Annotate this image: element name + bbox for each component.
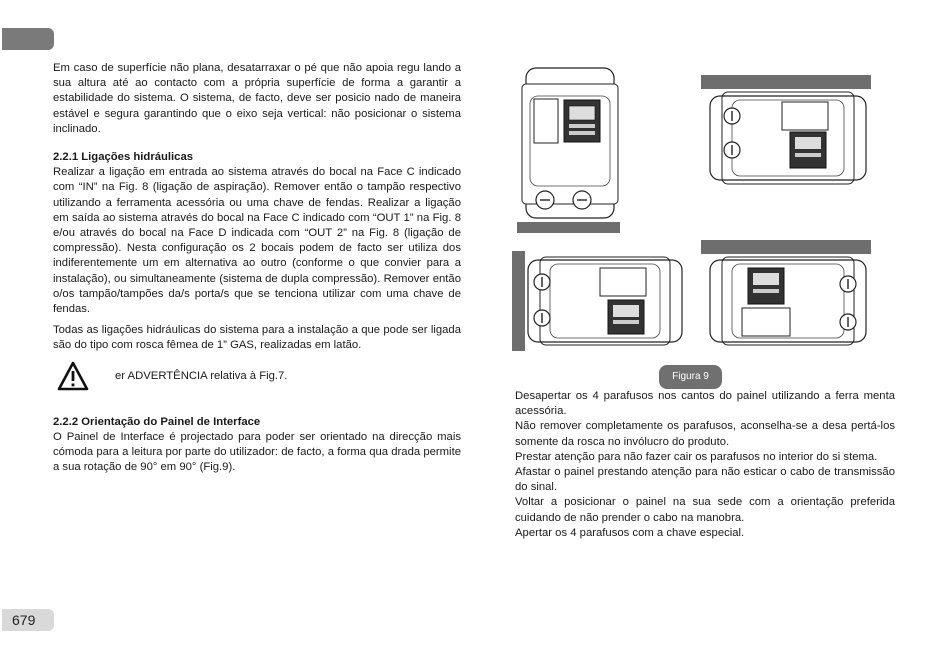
step-paragraph-3: Prestar atenção para não fazer cair os parafusos no interior do si stema. [515, 450, 878, 463]
unit-horizontal-view-right [708, 256, 868, 346]
unit-vertical-view [520, 66, 620, 220]
section-2-2-1-paragraph-2: Todas as ligações hidráulicas do sistema para a instalação a que pode ser ligada são do tipo com rosca fêmea de 1” GAS, realizadas em latão. [53, 324, 461, 352]
unit-horizontal-view-top [708, 90, 868, 186]
warning-row [53, 358, 461, 402]
page-number: 679 [2, 609, 54, 631]
section-2-2-1-title: 2.2.1 Ligações hidráulicas [53, 151, 194, 164]
section-2-2-2-title: 2.2.2 Orientação do Painel de Interface [53, 415, 261, 428]
unit-horizontal-view-left [526, 256, 684, 346]
step-paragraph-2: Não remover completamente os parafusos, aconselha-se a desa pertá-los somente da rosca no invólucro do produto. [515, 420, 895, 448]
section-2-2-1-paragraph-1: Realizar a ligação em entrada ao sistema através do bocal na Face C indicado com “IN” na Fig. 8 (ligação de aspiração). Remover então o tampão respectivo utilizando a ferramenta acessória ou uma chave de fendas. Realizar a ligação em saída ao sistema através do bocal na Face C indicado com “OUT 1” na Fig. 8 e/ou através do bocal na Face D indicada com “OUT 2” na Fig. 8 (ligação de compressão). Nesta configuração os 2 bocais podem de facto ser utiliza dos indiferentemente um em alternativa ao outro (conforme o que convier para a instalação), ou simultaneamente (sistema de dupla compressão). Remover então o/os tampão/tampões da/s porta/s que se tenciona utilizar com uma chave de fendas. [53, 166, 461, 316]
right-column [515, 389, 895, 541]
figure-bar [701, 75, 871, 89]
section-2-2-2-paragraph: O Painel de Interface é projectado para poder ser orientado na direcção mais cómoda para a leitura por parte do utilizador: de facto, a forma qua drada permite a sua rotação de 90° em 90° (Fig.9). [53, 430, 461, 474]
figure-bar [701, 240, 871, 254]
left-column [53, 61, 461, 475]
step-paragraph-6: Apertar os 4 parafusos com a chave especial. [515, 526, 745, 539]
figure-bar [512, 251, 525, 351]
step-paragraph-4: Afastar o painel prestando atenção para não esticar o cabo de transmissão do sinal. [515, 466, 895, 494]
figure-caption: Figura 9 [659, 365, 722, 389]
figure-bar [517, 222, 620, 233]
step-paragraph-1: Desapertar os 4 parafusos nos cantos do painel utilizando a ferra menta acessória. [515, 390, 895, 418]
warning-text: er ADVERTÊNCIA relativa à Fig.7. [115, 369, 288, 382]
intro-paragraph: Em caso de superfície não plana, desatarraxar o pé que não apoia regu lando a sua altura até ao contacto com a própria superfície de forma a garantir a estabilidade do sistema. O sistema, de facto, deve ser posicio nado de maneira estável e segura garantindo que o eixo seja vertical: não posicionar o sistema inclinado. [53, 62, 461, 135]
warning-triangle-icon [57, 361, 89, 391]
language-tab [2, 28, 54, 50]
step-paragraph-5: Voltar a posicionar o painel na sua sede com a orientação preferida cuidando de não prender o cabo na manobra. [515, 496, 895, 524]
